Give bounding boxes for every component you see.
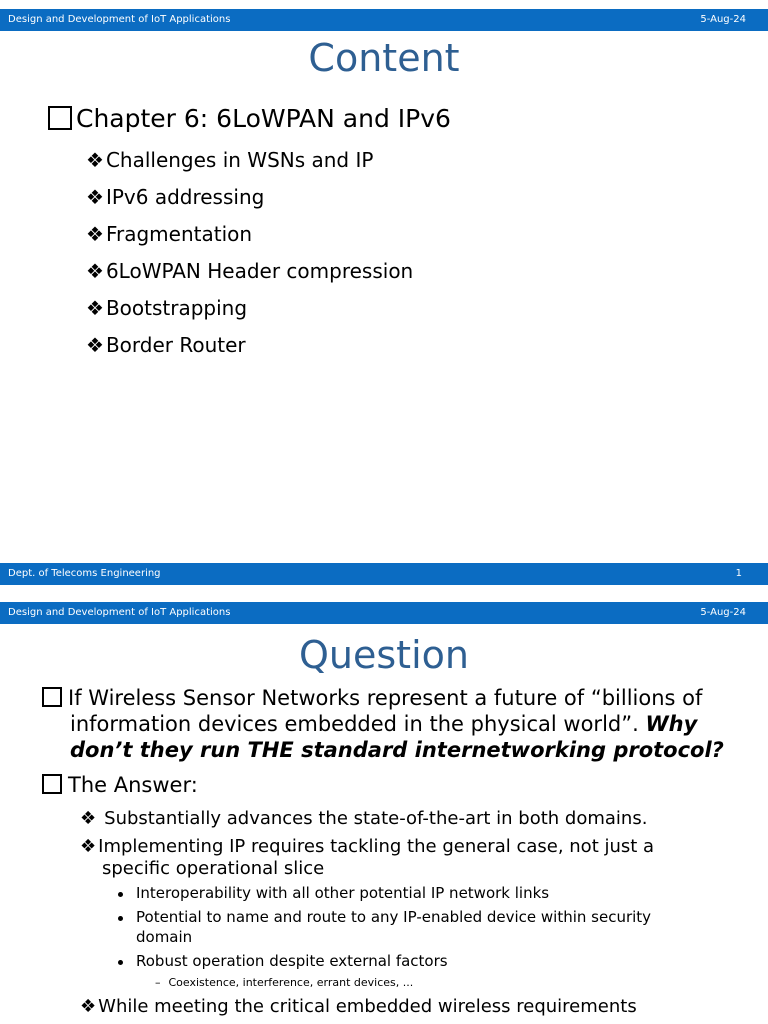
sub-item: Potential to name and route to any IP-enabled device within security: [136, 908, 652, 926]
answer-item: [80, 836, 654, 857]
list-item: [86, 148, 373, 172]
header-date: 5-Aug-24: [700, 607, 746, 618]
diamond-bullet-icon: ❖: [86, 148, 104, 172]
question-text: If Wireless Sensor Networks represent a future of “billions of: [68, 686, 703, 710]
list-item-text: IPv6 addressing: [105, 185, 265, 209]
sub-item-continuation: domain: [136, 928, 193, 946]
question-line-3: don’t they run THE standard internetworking protocol?: [70, 738, 724, 762]
slide-title: Question: [299, 633, 469, 677]
list-item: [86, 296, 247, 320]
sub-sub-item: [155, 976, 413, 989]
chapter-heading: [48, 104, 451, 133]
sub-item: Interoperability with all other potential IP network links: [136, 884, 550, 902]
slide-title: Content: [308, 36, 460, 80]
diamond-bullet-icon: ❖: [86, 222, 104, 246]
diamond-bullet-icon: ❖: [86, 185, 104, 209]
answer-label: The Answer:: [68, 773, 198, 797]
list-item: [86, 259, 413, 283]
slide-header-bar: [0, 9, 768, 31]
list-item-text: 6LoWPAN Header compression: [105, 259, 414, 283]
dot-bullet-icon: [118, 960, 123, 965]
question-text: information devices embedded in the physical world”.: [70, 712, 639, 736]
list-item-text: Fragmentation: [105, 222, 253, 246]
list-item: [86, 333, 246, 357]
question-line-2: [70, 712, 697, 736]
diamond-bullet-icon: ❖: [80, 808, 97, 829]
list-item-text: Bootstrapping: [105, 296, 248, 320]
slide-header-bar: [0, 602, 768, 624]
header-date: 5-Aug-24: [700, 14, 746, 25]
footer-page-number: 1: [735, 568, 742, 579]
diamond-bullet-icon: ❖: [86, 296, 104, 320]
list-item-text: Border Router: [105, 333, 246, 357]
answer-heading: [42, 773, 198, 797]
slide-separator: [0, 593, 768, 601]
checkbox-bullet-icon: [42, 774, 62, 794]
slide-footer-bar: [0, 563, 768, 585]
list-item-text: Challenges in WSNs and IP: [105, 148, 374, 172]
answer-item-text: Implementing IP requires tackling the general case, not just a: [98, 836, 655, 857]
checkbox-bullet-icon: [48, 106, 72, 130]
question-emphasis: Why: [645, 712, 698, 736]
list-item: [86, 222, 252, 246]
question-line-1: [42, 686, 702, 710]
sub-sub-item-text: Coexistence, interference, errant devices, ...: [168, 976, 414, 989]
answer-item: [80, 996, 637, 1017]
dot-bullet-icon: [118, 916, 123, 921]
slide-2: [0, 601, 768, 1024]
diamond-bullet-icon: ❖: [80, 996, 97, 1017]
footer-department: Dept. of Telecoms Engineering: [8, 568, 161, 579]
answer-item-text: Substantially advances the state-of-the-art in both domains.: [104, 808, 648, 829]
answer-item: [80, 808, 647, 829]
header-course-title: Design and Development of IoT Applications: [8, 14, 231, 25]
checkbox-bullet-icon: [42, 687, 62, 707]
sub-item: Robust operation despite external factors: [136, 952, 448, 970]
dot-bullet-icon: [118, 892, 123, 897]
answer-item-text: While meeting the critical embedded wireless requirements: [98, 996, 637, 1017]
dash-bullet-icon: –: [155, 976, 161, 989]
list-item: [86, 185, 264, 209]
diamond-bullet-icon: ❖: [86, 259, 104, 283]
answer-item-continuation: specific operational slice: [102, 858, 325, 879]
header-course-title: Design and Development of IoT Applications: [8, 607, 231, 618]
diamond-bullet-icon: ❖: [86, 333, 104, 357]
chapter-text: Chapter 6: 6LoWPAN and IPv6: [76, 104, 451, 133]
diamond-bullet-icon: ❖: [80, 836, 97, 857]
